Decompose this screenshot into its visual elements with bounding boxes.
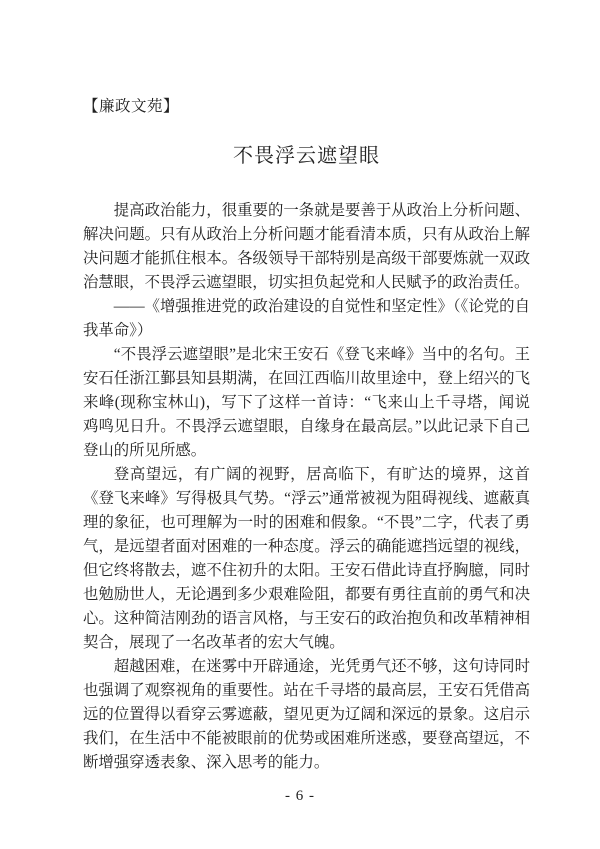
paragraph-quote: 提高政治能力，很重要的一条就是要善于从政治上分析问题、解决问题。只有从政治上分析问题才能看清本质，只有从政治上解决问题才能抓住根本。各级领导干部特别是高级干部要炼就一双政治慧眼，不畏浮云遮望眼，切实担负起党和人民赋予的政治责任。 [83,202,530,291]
paragraph-analysis: 登高望远，有广阔的视野，居高临下，有旷达的境界，这首《登飞来峰》写得极具气势。“浮云”通常被视为阻碍视线、遮蔽真理的象征，也可理解为一时的困难和假象。“不畏”二字，代表了勇气，是远望者面对困难的一种态度。浮云的确能遮挡远望的视线，但它终将散去，遮不住初升的太阳。王安石借此诗直抒胸臆，同时也勉励世人，无论遇到多少艰难险阻，都要有勇往直前的勇气和决心。这种简洁刚劲的语言风格，与王安石的政治抱负和改革精神相契合，展现了一名改革者的宏大气魄。 [83,466,530,651]
document-body [83,199,530,775]
section-header: 【廉政文苑】 [83,98,180,115]
paragraph-origin: “不畏浮云遮望眼”是北宋王安石《登飞来峰》当中的名句。王安石任浙江鄞县知县期满，在回江西临川故里途中，登上绍兴的飞来峰(现称宝林山)，写下了这样一首诗：“飞来山上千寻塔，闻说鸡鸣见日升。不畏浮云遮望眼，自缘身在最高层。”以此记录下自己登山的所见所感。 [83,346,530,459]
page-number: - 6 - [285,788,315,804]
paragraph-conclusion: 超越困难，在迷雾中开辟通途，光凭勇气还不够，这句诗同时也强调了观察视角的重要性。站在千寻塔的最高层，王安石凭借高远的位置得以看穿云雾遮蔽，望见更为辽阔和深远的景象。这启示我们，在生活中不能被眼前的优势或困难所迷惑，要登高望远，不断增强穿透表象、深入思考的能力。 [83,658,530,771]
paragraph-attribution: ——《增强推进党的政治建设的自觉性和坚定性》（《论党的自我革命》） [83,298,530,339]
page-title: 不畏浮云遮望眼 [233,145,380,167]
